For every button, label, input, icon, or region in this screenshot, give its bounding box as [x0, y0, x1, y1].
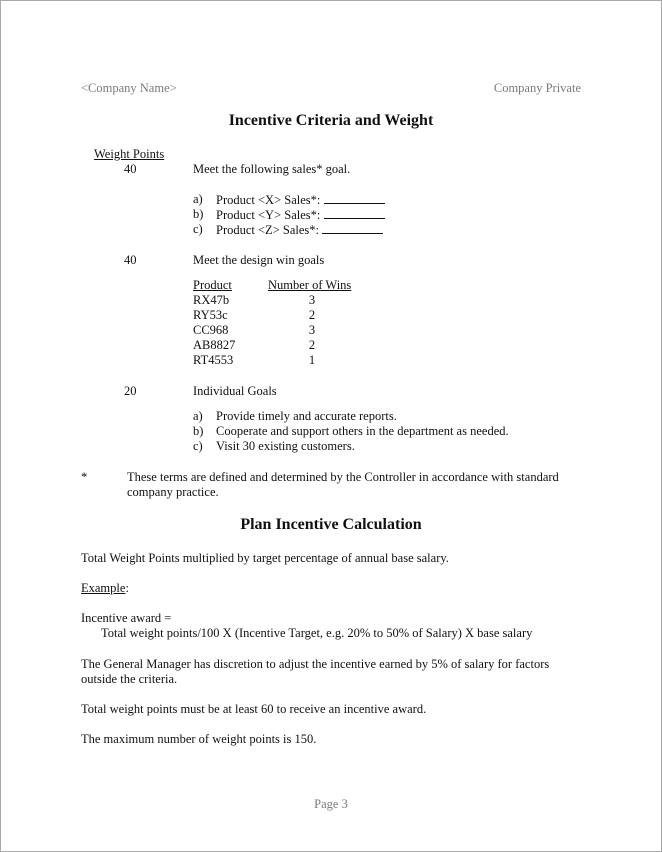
calc-paragraph-3: Total weight points must be at least 60 to receive an incentive award. [81, 702, 427, 716]
section-3-item-a: Provide timely and accurate reports. [216, 409, 397, 423]
section-1-item-c: Product <Z> Sales*: [216, 222, 383, 238]
section-1-item-c-marker: c) [193, 222, 203, 236]
section-1-item-a: Product <X> Sales*: [216, 192, 385, 208]
table-cell-product: CC968 [193, 323, 229, 337]
calc-paragraph-1: Total Weight Points multiplied by target percentage of annual base salary. [81, 551, 449, 565]
calc-paragraph-2-line-1: The General Manager has discretion to adjust the incentive earned by 5% of salary for factors [81, 657, 550, 671]
section-1-points: 40 [124, 162, 137, 176]
table-cell-product: RT4553 [193, 353, 234, 367]
table-cell-product: AB8827 [193, 338, 236, 352]
award-label: Incentive award = [81, 611, 172, 625]
section-3-item-c-marker: c) [193, 439, 203, 453]
page-number: Page 3 [314, 797, 348, 811]
table-cell-wins: 2 [308, 308, 316, 322]
example-heading: Example: [81, 581, 129, 595]
calc-paragraph-4: The maximum number of weight points is 150. [81, 732, 317, 746]
table-cell-wins: 2 [308, 338, 316, 352]
award-formula: Total weight points/100 X (Incentive Target, e.g. 20% to 50% of Salary) X base salary [101, 626, 533, 640]
calc-paragraph-2-line-2: outside the criteria. [81, 672, 178, 686]
table-header-product: Product [193, 278, 232, 292]
blank-line [322, 222, 383, 234]
table-cell-wins: 1 [308, 353, 316, 367]
footnote-marker: * [81, 470, 88, 484]
table-cell-wins: 3 [308, 323, 316, 337]
header-company-name: <Company Name> [81, 81, 177, 95]
section-3-item-a-marker: a) [193, 409, 203, 423]
section-2-goal: Meet the design win goals [193, 253, 325, 267]
page-title: Incentive Criteria and Weight [228, 112, 434, 129]
blank-line [324, 192, 385, 204]
section-1-item-b-marker: b) [193, 207, 204, 221]
weight-points-header: Weight Points [94, 147, 165, 161]
blank-line [324, 207, 385, 219]
section-3-points: 20 [124, 384, 137, 398]
section-3-goal: Individual Goals [193, 384, 277, 398]
table-cell-product: RX47b [193, 293, 230, 307]
section-1-item-b: Product <Y> Sales*: [216, 207, 385, 223]
footnote-line-1: These terms are defined and determined by the Controller in accordance with standard [127, 470, 559, 484]
section-1-goal: Meet the following sales* goal. [193, 162, 351, 176]
footnote-line-2: company practice. [127, 485, 219, 499]
table-cell-product: RY53c [193, 308, 228, 322]
table-cell-wins: 3 [308, 293, 316, 307]
section-3-item-b-marker: b) [193, 424, 204, 438]
section-3-item-b: Cooperate and support others in the department as needed. [216, 424, 509, 438]
header-company-private: Company Private [493, 81, 581, 95]
section-1-item-a-marker: a) [193, 192, 203, 206]
section-3-item-c: Visit 30 existing customers. [216, 439, 355, 453]
section-2-points: 40 [124, 253, 137, 267]
calc-title: Plan Incentive Calculation [240, 516, 422, 533]
table-header-wins: Number of Wins [268, 278, 352, 292]
